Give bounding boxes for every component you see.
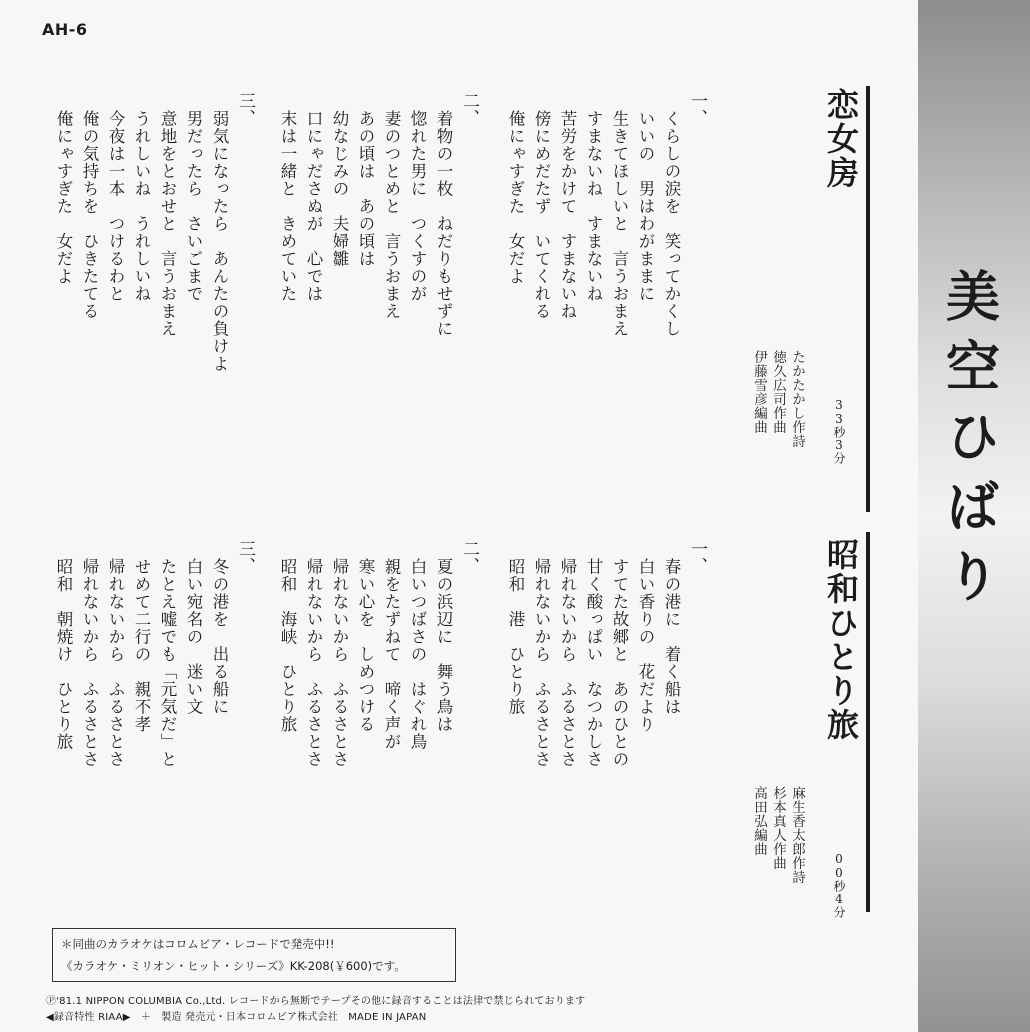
lyric-line: 妻のつとめと 言うおまえ xyxy=(382,110,401,320)
song-title-1: 恋女房 xyxy=(822,88,860,190)
song2-verse-2 xyxy=(274,540,482,768)
song-credits-1 xyxy=(750,350,805,448)
lyric-line: すまないね すまないね xyxy=(584,110,603,303)
lyric-line: 帰れないから ふるさとさ xyxy=(558,558,577,768)
song-title-bar-1 xyxy=(866,86,870,512)
lyric-line: 意地をとおせと 言うおまえ xyxy=(158,110,177,338)
lyric-line: 苦労をかけて すまないね xyxy=(558,110,577,320)
lyric-line: 夏の浜辺に 舞う鳥は xyxy=(434,558,453,733)
lyric-line: 親をたずねて 啼く声が xyxy=(382,558,401,751)
song-credits-2 xyxy=(750,786,805,884)
karaoke-notice xyxy=(52,928,456,982)
lyric-line: 俺にゃすぎた 女だよ xyxy=(54,110,73,285)
lyric-line: 昭和 港 ひとり旅 xyxy=(506,558,525,716)
credit-composer: 杉本真人作曲 xyxy=(770,786,786,870)
duration-minutes: 3分 xyxy=(832,438,846,464)
song-duration-2 xyxy=(832,852,846,918)
lyric-line: 白い香りの 花だより xyxy=(636,558,655,733)
lyric-line: 口にゃださぬが 心では xyxy=(304,110,323,303)
lyric-line: 甘く酸っぱい なつかしさ xyxy=(584,558,603,768)
song-title-2: 昭和ひとり旅 xyxy=(822,538,860,742)
song1-verse-2 xyxy=(274,92,482,338)
lyric-line: 白いつばさの はぐれ鳥 xyxy=(408,558,427,751)
lyric-line: 帰れないから ふるさとさ xyxy=(106,558,125,768)
credit-arranger: 伊藤雪彦編曲 xyxy=(751,350,767,434)
lyric-line: せめて二行の 親不孝 xyxy=(132,558,151,733)
catalog-number: AH-6 xyxy=(42,20,88,39)
verse-number: 三、 xyxy=(235,92,255,126)
lyric-line: いいの 男はわがままに xyxy=(636,110,655,303)
duration-seconds: 00秒 xyxy=(832,852,846,892)
credit-arranger: 高田弘編曲 xyxy=(751,786,767,856)
song1-verse-3 xyxy=(50,92,258,373)
verse-number: 三、 xyxy=(235,540,255,574)
lyric-line: 生きてほしいと 言うおまえ xyxy=(610,110,629,338)
lyric-line: あの頃は あの頃は xyxy=(356,110,375,268)
verse-number: 一、 xyxy=(687,92,707,126)
verse-number: 一、 xyxy=(687,540,707,574)
manufacturer-footer: ◀録音特性 RIAA▶ ＋ 製造 発売元・日本コロムビア株式会社 MADE IN JAPAN xyxy=(46,1012,427,1023)
lyric-line: 白い宛名の 迷い文 xyxy=(184,558,203,716)
lyric-line: 冬の港を 出る船に xyxy=(210,558,229,716)
lyric-line: 帰れないから ふるさとさ xyxy=(80,558,99,768)
song2-verse-3 xyxy=(50,540,258,768)
lyric-line: 帰れないから ふるさとさ xyxy=(304,558,323,768)
lyric-line: 俺の気持ちを ひきたてる xyxy=(80,110,99,320)
song2-verse-1 xyxy=(502,540,710,768)
lyric-line: 弱気になったら あんたの負けよ xyxy=(210,110,229,373)
lyric-line: 昭和 海峡 ひとり旅 xyxy=(278,558,297,733)
copyright-footer: Ⓟ'81.1 NIPPON COLUMBIA Co.,Ltd. レコードから無断でテープその他に録音することは法律で禁じられております xyxy=(46,996,586,1007)
lyric-line: 寒い心を しめつける xyxy=(356,558,375,733)
lyric-line: くらしの涙を 笑ってかくし xyxy=(662,110,681,338)
lyric-line: 昭和 朝焼け ひとり旅 xyxy=(54,558,73,751)
duration-minutes: 4分 xyxy=(832,892,846,918)
credit-lyrics: 麻生香太郎作詩 xyxy=(789,786,805,884)
lyric-line: 春の港に 着く船は xyxy=(662,558,681,716)
lyric-line: 男だったら さいごまで xyxy=(184,110,203,303)
artist-name: 美空ひばり xyxy=(937,268,1002,618)
lyric-line: 俺にゃすぎた 女だよ xyxy=(506,110,525,285)
notice-line: ＊同曲のカラオケはコロムビア・レコードで発売中!! xyxy=(61,937,335,951)
credit-composer: 徳久広司作曲 xyxy=(770,350,786,434)
lyric-line: たとえ嘘でも「元気だ」と xyxy=(158,558,177,768)
song-title-bar-2 xyxy=(866,532,870,912)
lyric-line: 幼なじみの 夫婦雛 xyxy=(330,110,349,268)
lyric-line: 惚れた男に つくすのが xyxy=(408,110,427,303)
verse-number: 二、 xyxy=(459,92,479,126)
lyric-line: 帰れないから ふるさとさ xyxy=(532,558,551,768)
lyric-line: うれしいね うれしいね xyxy=(132,110,151,303)
verse-number: 二、 xyxy=(459,540,479,574)
credit-lyrics: たかたかし作詩 xyxy=(789,350,805,448)
lyric-line: 末は一緒と きめていた xyxy=(278,110,297,303)
lyric-line: 傍にめだたず いてくれる xyxy=(532,110,551,320)
song-duration-1 xyxy=(832,398,846,464)
lyric-line: 着物の一枚 ねだりもせずに xyxy=(434,110,453,338)
lyric-line: 帰れないから ふるさとさ xyxy=(330,558,349,768)
duration-seconds: 33秒 xyxy=(832,398,846,438)
lyric-line: すてた故郷と あのひとの xyxy=(610,558,629,768)
lyric-line: 今夜は一本 つけるわと xyxy=(106,110,125,303)
notice-line: 《カラオケ・ミリオン・ヒット・シリーズ》KK-208(￥600)です。 xyxy=(61,959,406,973)
song1-verse-1 xyxy=(502,92,710,338)
